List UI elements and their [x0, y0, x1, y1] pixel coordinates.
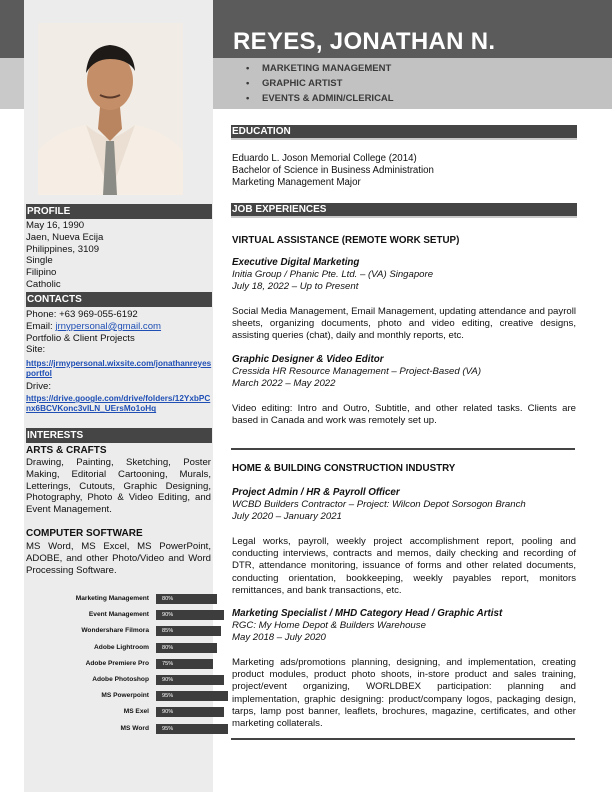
job-meta [232, 366, 576, 390]
skill-label: MS Exel [123, 708, 149, 716]
job-description: Social Media Management, Email Management, updating attendance and payroll sheets, organizing documents, photo and video editing, creative designs, assisting queries (chat), daily and monthly reports, etc. [232, 306, 576, 342]
profile-photo [38, 23, 183, 195]
category-virtual-assistance: VIRTUAL ASSISTANCE (REMOTE WORK SETUP) [232, 235, 460, 246]
email-link[interactable]: jrnypersonal@gmail.com [55, 320, 162, 332]
arts-crafts-text: Drawing, Painting, Sketching, Poster Making, Editorial Cartooning, Murals, Letterings, Cutouts, Graphic Designing, Photography, Photo & Video Editing, and Event Management. [26, 457, 211, 516]
section-divider [231, 738, 575, 740]
drive-label: Drive: [26, 381, 52, 392]
contact-details [26, 309, 211, 356]
skill-label: Event Management [88, 611, 149, 619]
skill-bar [156, 707, 224, 717]
job-company: Cressida HR Resource Management – Project-Based (VA) [232, 366, 482, 377]
birth-date: May 16, 1990 [26, 220, 85, 231]
arts-crafts-title: ARTS & CRAFTS [26, 445, 107, 456]
bullet-icon: • [246, 63, 250, 74]
job-title: Marketing Specialist / MHD Category Head / Graphic Artist [232, 608, 503, 619]
skill-label: Adobe Premiere Pro [85, 659, 149, 667]
job-description: Video editing: Intro and Outro, Subtitle, and other related tasks. Clients are based in Canada and work was remotely set up. [232, 403, 576, 427]
site-link[interactable]: https://jrmypersonal.wixsite.com/jonathanreyesportfol [26, 359, 212, 379]
job-experiences-heading: JOB EXPERIENCES [231, 203, 577, 218]
computer-software-text: MS Word, MS Excel, MS PowerPoint, ADOBE, and other Photo/Video and Word Processing Software. [26, 541, 211, 576]
skill-bar [156, 675, 224, 685]
candidate-name: REYES, JONATHAN N. [233, 28, 496, 55]
skill-bar [156, 659, 213, 669]
skill-percent: 75% [162, 660, 174, 667]
skill-label: MS Word [120, 724, 149, 732]
section-divider [231, 448, 575, 450]
role-item: • GRAPHIC ARTIST [246, 78, 343, 89]
job-company: WCBD Builders Contractor – Project: Wilcon Depot Sorsogon Branch [232, 499, 526, 510]
bullet-icon: • [246, 78, 250, 89]
country: Philippines, 3109 [26, 243, 100, 255]
job-description: Legal works, payroll, weekly project accomplishment report, pooling and conducting interviews, contracts and memos, daily checking and recording of DTR, attendance monitoring, issuance of forms and other related documents, conducting orientation, bookkeeping, weekly payables report, monitors remittances, and bank transactions, etc. [232, 536, 576, 596]
civil-status: Single [26, 255, 53, 267]
education-heading: EDUCATION [231, 125, 577, 140]
job-dates: March 2022 – May 2022 [232, 378, 336, 390]
skill-percent: 90% [162, 709, 174, 716]
computer-software-title: COMPUTER SOFTWARE [26, 528, 143, 539]
skill-row [26, 609, 212, 621]
major: Marketing Management Major [232, 177, 361, 189]
birth-place: Jaen, Nueva Ecija [26, 231, 104, 243]
job-title: Graphic Designer & Video Editor [232, 354, 384, 365]
job-meta [232, 499, 576, 523]
skill-bar [156, 643, 217, 653]
portfolio-label: Portfolio & Client Projects [26, 332, 135, 344]
job-dates: July 2020 – January 2021 [232, 511, 342, 523]
job-title: Project Admin / HR & Payroll Officer [232, 487, 400, 498]
skill-percent: 95% [162, 693, 174, 700]
skill-label: Adobe Photoshop [92, 676, 149, 683]
site-label: Site: [26, 344, 46, 356]
skill-row [26, 642, 212, 654]
skill-percent: 85% [162, 628, 174, 635]
skill-bar [156, 594, 217, 604]
skill-bar [156, 610, 224, 620]
drive-link[interactable]: https://drive.google.com/drive/folders/12YxbPCnx6BCVKonc3vILN_UErsMo1oHq [26, 394, 211, 414]
skill-percent: 80% [162, 644, 174, 651]
contacts-heading: CONTACTS [26, 292, 212, 307]
skill-row [26, 690, 212, 702]
phone: Phone: +63 969-055-6192 [26, 309, 138, 320]
skill-row [26, 625, 212, 637]
skill-bar [156, 626, 221, 636]
skill-row [26, 658, 212, 670]
nationality: Filipino [26, 267, 57, 279]
job-company: Initia Group / Phanic Pte. Ltd. – (VA) Singapore [232, 269, 434, 280]
profile-details [26, 220, 211, 291]
skill-percent: 95% [162, 725, 174, 732]
profile-photo-portrait [38, 23, 183, 195]
skill-label: Adobe Lightroom [94, 643, 149, 651]
degree: Bachelor of Science in Business Administration [232, 165, 434, 177]
interests-heading: INTERESTS [26, 428, 212, 443]
category-construction: HOME & BUILDING CONSTRUCTION INDUSTRY [232, 463, 456, 474]
bullet-icon: • [246, 93, 250, 104]
skill-row [26, 593, 212, 605]
skill-row [26, 674, 212, 686]
skill-percent: 80% [162, 596, 174, 602]
skill-row [26, 706, 212, 718]
skill-bar [156, 724, 228, 734]
skill-label: MS Powerpoint [101, 692, 149, 700]
role-item: • MARKETING MANAGEMENT [246, 63, 392, 74]
role-list [246, 61, 394, 106]
job-dates: May 2018 – July 2020 [232, 632, 326, 644]
job-meta [232, 620, 576, 644]
education-details [232, 153, 576, 190]
job-meta [232, 269, 576, 293]
profile-heading: PROFILE [26, 204, 212, 219]
skill-percent: 90% [162, 612, 174, 619]
job-dates: July 18, 2022 – Up to Present [232, 281, 359, 293]
email-line: Email: jrnypersonal@gmail.com [26, 320, 162, 332]
skill-percent: 90% [162, 677, 174, 683]
religion: Catholic [26, 278, 61, 290]
role-item: • EVENTS & ADMIN/CLERICAL [246, 93, 394, 104]
skill-bar [156, 691, 228, 701]
skill-label: Wondershare Filmora [81, 627, 149, 635]
skill-label: Marketing Management [75, 595, 149, 602]
skill-row [26, 723, 212, 735]
school-name: Eduardo L. Joson Memorial College (2014) [232, 153, 417, 164]
job-company: RGC: My Home Depot & Builders Warehouse [232, 620, 426, 631]
job-title: Executive Digital Marketing [232, 257, 360, 268]
job-description: Marketing ads/promotions planning, designing, and implementation, creating product modules, product photo shoots, in-store product and sales training, project/event organizing, WORLDBEX participation: planning and implementation, graphic designing: product/company logos, packaging design, tarps, lamp post banner, leaflets, brochures, magazine, certificates, and other marketing collaterals. [232, 657, 576, 730]
